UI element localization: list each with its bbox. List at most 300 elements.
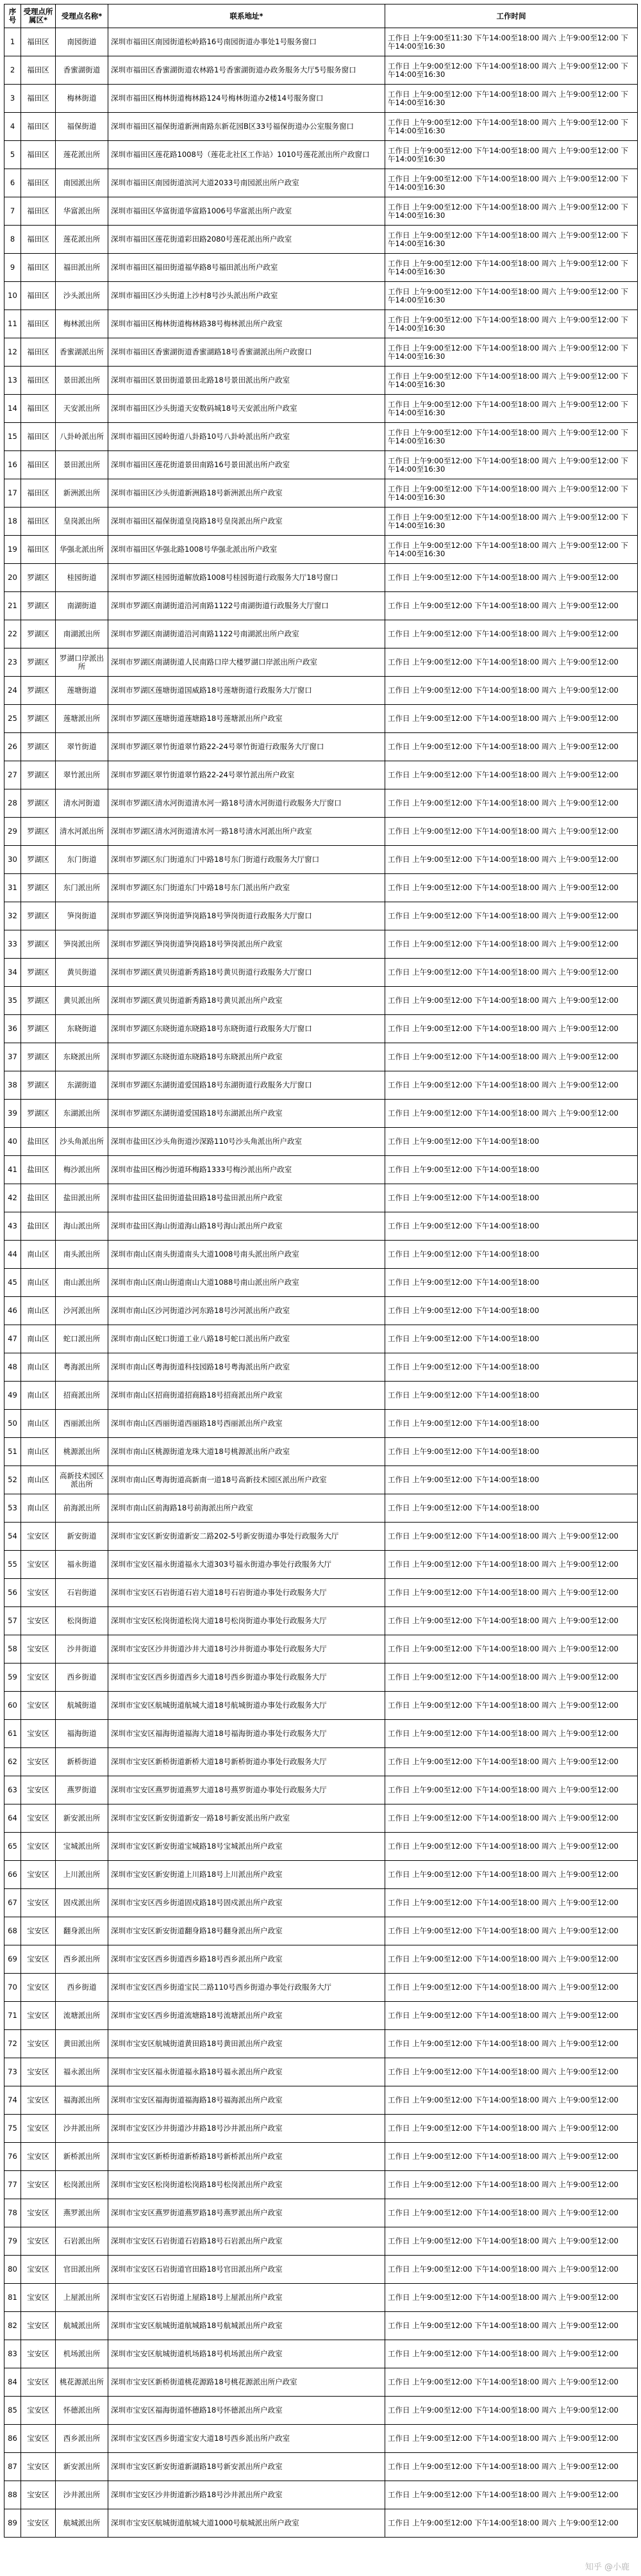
cell-address: 深圳市宝安区福海街道怀德路18号怀德派出所户政室	[108, 2397, 385, 2425]
cell-name: 招商派出所	[56, 1382, 108, 1410]
cell-hours: 工作日 上午9:00至12:00 下午14:00至18:00 周六 上午9:00至12:00	[385, 2030, 638, 2058]
cell-district: 罗湖区	[21, 620, 56, 648]
cell-hours: 工作日 上午9:00至12:00 下午14:00至18:00 周六 上午9:00至12:00	[385, 1917, 638, 1945]
cell-index: 17	[4, 479, 21, 508]
cell-hours: 工作日 上午9:00至12:00 下午14:00至18:00 周六 上午9:00至12:00	[385, 677, 638, 705]
cell-hours: 工作日 上午9:00至12:00 下午14:00至18:00	[385, 1297, 638, 1325]
cell-address: 深圳市罗湖区黄贝街道新秀路18号黄贝派出所户政室	[108, 987, 385, 1015]
table-row	[4, 1720, 638, 1748]
cell-address: 深圳市南山区招商街道招商路18号招商派出所户政室	[108, 1382, 385, 1410]
cell-hours: 工作日 上午9:00至12:00 下午14:00至18:00 周六 上午9:00至12:00 下午14:00至16:30	[385, 479, 638, 508]
cell-address: 深圳市宝安区松岗街道松岗大道18号松岗街道办事处行政服务大厅	[108, 1607, 385, 1635]
cell-hours: 工作日 上午9:00至12:00 下午14:00至18:00 周六 上午9:00至12:00	[385, 2115, 638, 2143]
table-row	[4, 2284, 638, 2312]
cell-district: 南山区	[21, 1241, 56, 1269]
cell-index: 10	[4, 282, 21, 310]
cell-hours: 工作日 上午9:00至12:00 下午14:00至18:00	[385, 1438, 638, 1466]
table-row	[4, 2256, 638, 2284]
cell-hours: 工作日 上午9:00至12:00 下午14:00至18:00 周六 上午9:00至12:00	[385, 846, 638, 874]
cell-address: 深圳市福田区梅林街道梅林路38号梅林派出所户政室	[108, 310, 385, 338]
header-district: 受理点所属区*	[21, 4, 56, 28]
cell-district: 罗湖区	[21, 846, 56, 874]
cell-name: 沙井派出所	[56, 2481, 108, 2509]
cell-index: 16	[4, 451, 21, 479]
cell-hours: 工作日 上午9:00至12:00 下午14:00至18:00 周六 上午9:00至12:00	[385, 2312, 638, 2340]
cell-name: 罗湖口岸派出所	[56, 648, 108, 677]
cell-name: 前海派出所	[56, 1494, 108, 1523]
cell-index: 30	[4, 846, 21, 874]
cell-address: 深圳市福田区莲花街道彩田路2080号莲花派出所户政室	[108, 226, 385, 254]
cell-address: 深圳市罗湖区东门街道东门中路18号东门派出所户政室	[108, 874, 385, 902]
cell-district: 宝安区	[21, 1889, 56, 1917]
cell-district: 罗湖区	[21, 930, 56, 959]
cell-index: 53	[4, 1494, 21, 1523]
cell-district: 福田区	[21, 451, 56, 479]
cell-index: 11	[4, 310, 21, 338]
cell-index: 86	[4, 2425, 21, 2453]
cell-hours: 工作日 上午9:00至12:00 下午14:00至18:00 周六 上午9:00至12:00	[385, 2509, 638, 2538]
cell-name: 官田派出所	[56, 2256, 108, 2284]
cell-district: 福田区	[21, 479, 56, 508]
table-row	[4, 987, 638, 1015]
cell-index: 75	[4, 2115, 21, 2143]
cell-district: 宝安区	[21, 2199, 56, 2227]
cell-district: 宝安区	[21, 2284, 56, 2312]
cell-index: 80	[4, 2256, 21, 2284]
table-row	[4, 1748, 638, 1776]
cell-hours: 工作日 上午9:00至12:00 下午14:00至18:00 周六 上午9:00至12:00 下午14:00至16:30	[385, 85, 638, 113]
cell-district: 福田区	[21, 169, 56, 197]
table-row	[4, 959, 638, 987]
cell-hours: 工作日 上午9:00至12:00 下午14:00至18:00 周六 上午9:00至12:00	[385, 2058, 638, 2086]
header-hours: 工作时间	[385, 4, 638, 28]
table-row	[4, 1776, 638, 1804]
cell-index: 60	[4, 1692, 21, 1720]
cell-district: 福田区	[21, 310, 56, 338]
cell-district: 福田区	[21, 197, 56, 226]
cell-district: 罗湖区	[21, 789, 56, 818]
cell-address: 深圳市宝安区新桥街道新桥路18号新桥派出所户政室	[108, 2143, 385, 2171]
cell-address: 深圳市福田区梅林街道梅林路124号梅林街道办2楼14号服务窗口	[108, 85, 385, 113]
cell-address: 深圳市罗湖区东门街道东门中路18号东门街道行政服务大厅窗口	[108, 846, 385, 874]
cell-hours: 工作日 上午9:00至12:00 下午14:00至18:00 周六 上午9:00至12:00	[385, 818, 638, 846]
table-row	[4, 1100, 638, 1128]
cell-index: 73	[4, 2058, 21, 2086]
header-address: 联系地址*	[108, 4, 385, 28]
cell-district: 宝安区	[21, 1917, 56, 1945]
cell-name: 西乡街道	[56, 1664, 108, 1692]
cell-district: 宝安区	[21, 1692, 56, 1720]
cell-name: 莲花派出所	[56, 226, 108, 254]
cell-name: 盐田派出所	[56, 1184, 108, 1212]
cell-district: 宝安区	[21, 1861, 56, 1889]
table-row	[4, 1692, 638, 1720]
table-row	[4, 1212, 638, 1241]
table-row	[4, 2340, 638, 2368]
table-row	[4, 1325, 638, 1353]
cell-address: 深圳市宝安区西乡街道西乡大道18号西乡街道办事处行政服务大厅	[108, 1664, 385, 1692]
cell-address: 深圳市宝安区西乡街道西乡路18号西乡派出所户政室	[108, 1945, 385, 1974]
cell-hours: 工作日 上午9:00至12:00 下午14:00至18:00	[385, 1325, 638, 1353]
cell-district: 南山区	[21, 1269, 56, 1297]
table-row	[4, 1071, 638, 1100]
cell-address: 深圳市福田区南园街道滨河大道2033号南园派出所户政室	[108, 169, 385, 197]
cell-address: 深圳市宝安区西乡街道固戍路18号固戍派出所户政室	[108, 1889, 385, 1917]
cell-hours: 工作日 上午9:00至12:00 下午14:00至18:00 周六 上午9:00至12:00	[385, 2227, 638, 2256]
cell-name: 福永派出所	[56, 2058, 108, 2086]
cell-address: 深圳市南山区桃源街道龙珠大道18号桃源派出所户政室	[108, 1438, 385, 1466]
cell-address: 深圳市罗湖区桂园街道解放路1008号桂园街道行政服务大厅18号窗口	[108, 564, 385, 592]
cell-hours: 工作日 上午9:00至12:00 下午14:00至18:00 周六 上午9:00至12:00	[385, 1523, 638, 1551]
cell-name: 南园街道	[56, 28, 108, 56]
cell-hours: 工作日 上午9:00至12:00 下午14:00至18:00 周六 上午9:00至12:00	[385, 1664, 638, 1692]
cell-hours: 工作日 上午9:00至12:00 下午14:00至18:00 周六 上午9:00至12:00	[385, 2143, 638, 2171]
cell-district: 南山区	[21, 1382, 56, 1410]
cell-district: 宝安区	[21, 2002, 56, 2030]
cell-index: 70	[4, 1974, 21, 2002]
cell-hours: 工作日 上午9:00至12:00 下午14:00至18:00 周六 上午9:00至12:00	[385, 2199, 638, 2227]
cell-district: 南山区	[21, 1297, 56, 1325]
cell-name: 流塘派出所	[56, 2002, 108, 2030]
cell-hours: 工作日 上午9:00至12:00 下午14:00至18:00	[385, 1241, 638, 1269]
cell-name: 沙井街道	[56, 1635, 108, 1664]
cell-address: 深圳市宝安区航城街道航城大道18号航城街道办事处行政服务大厅	[108, 1692, 385, 1720]
table-row	[4, 310, 638, 338]
cell-address: 深圳市宝安区航城街道机场路18号机场派出所户政室	[108, 2340, 385, 2368]
cell-district: 宝安区	[21, 1974, 56, 2002]
cell-name: 沙头角派出所	[56, 1128, 108, 1156]
cell-index: 84	[4, 2368, 21, 2397]
table-row	[4, 423, 638, 451]
table-row	[4, 1043, 638, 1071]
cell-hours: 工作日 上午9:00至12:00 下午14:00至18:00 周六 上午9:00至12:00	[385, 874, 638, 902]
cell-index: 8	[4, 226, 21, 254]
cell-index: 76	[4, 2143, 21, 2171]
table-row	[4, 564, 638, 592]
cell-district: 南山区	[21, 1466, 56, 1494]
cell-index: 3	[4, 85, 21, 113]
cell-index: 42	[4, 1184, 21, 1212]
cell-address: 深圳市福田区沙头街道天安数码城18号天安派出所户政室	[108, 395, 385, 423]
table-row	[4, 2143, 638, 2171]
cell-address: 深圳市宝安区福海街道福海大道18号福海街道办事处行政服务大厅	[108, 1720, 385, 1748]
table-row	[4, 451, 638, 479]
cell-index: 87	[4, 2453, 21, 2481]
cell-address: 深圳市罗湖区东晓街道东晓路18号东晓街道行政服务大厅窗口	[108, 1015, 385, 1043]
cell-hours: 工作日 上午9:00至12:00 下午14:00至18:00 周六 上午9:00至12:00 下午14:00至16:30	[385, 310, 638, 338]
cell-address: 深圳市南山区西丽街道西丽路18号西丽派出所户政室	[108, 1410, 385, 1438]
table-row	[4, 2199, 638, 2227]
cell-name: 蛇口派出所	[56, 1325, 108, 1353]
cell-index: 51	[4, 1438, 21, 1466]
cell-name: 新安派出所	[56, 2453, 108, 2481]
cell-district: 宝安区	[21, 1551, 56, 1579]
cell-address: 深圳市盐田区沙头角街道沙深路110号沙头角派出所户政室	[108, 1128, 385, 1156]
cell-address: 深圳市罗湖区翠竹街道翠竹路22-24号翠竹派出所户政室	[108, 761, 385, 789]
cell-address: 深圳市福田区福田街道福华路8号福田派出所户政室	[108, 254, 385, 282]
table-row	[4, 197, 638, 226]
table-row	[4, 2115, 638, 2143]
cell-name: 景田派出所	[56, 367, 108, 395]
cell-index: 78	[4, 2199, 21, 2227]
cell-name: 翠竹街道	[56, 733, 108, 761]
cell-address: 深圳市罗湖区东晓街道东晓路18号东晓派出所户政室	[108, 1043, 385, 1071]
cell-hours: 工作日 上午9:00至12:00 下午14:00至18:00 周六 上午9:00至12:00	[385, 2481, 638, 2509]
cell-name: 华强北派出所	[56, 536, 108, 564]
table-row	[4, 930, 638, 959]
cell-address: 深圳市福田区莲花路1008号（莲花北社区工作站）1010号莲花派出所户政窗口	[108, 141, 385, 169]
table-row	[4, 2058, 638, 2086]
cell-name: 南山派出所	[56, 1269, 108, 1297]
cell-index: 40	[4, 1128, 21, 1156]
cell-name: 翠竹派出所	[56, 761, 108, 789]
cell-hours: 工作日 上午9:00至12:00 下午14:00至18:00 周六 上午9:00至12:00 下午14:00至16:30	[385, 113, 638, 141]
cell-address: 深圳市罗湖区莲塘街道莲塘路18号莲塘派出所户政室	[108, 705, 385, 733]
cell-district: 宝安区	[21, 2509, 56, 2538]
table-row	[4, 85, 638, 113]
cell-hours: 工作日 上午9:00至12:00 下午14:00至18:00 周六 上午9:00至12:00	[385, 1833, 638, 1861]
cell-district: 福田区	[21, 282, 56, 310]
cell-index: 61	[4, 1720, 21, 1748]
cell-district: 南山区	[21, 1325, 56, 1353]
cell-district: 罗湖区	[21, 1071, 56, 1100]
cell-address: 深圳市宝安区松岗街道松岗路18号松岗派出所户政室	[108, 2171, 385, 2199]
cell-district: 宝安区	[21, 2368, 56, 2397]
cell-district: 罗湖区	[21, 959, 56, 987]
cell-hours: 工作日 上午9:00至12:00 下午14:00至18:00 周六 上午9:00至12:00	[385, 1804, 638, 1833]
cell-address: 深圳市宝安区福永街道福永大道303号福永街道办事处行政服务大厅	[108, 1551, 385, 1579]
cell-hours: 工作日 上午9:00至12:00 下午14:00至18:00	[385, 1466, 638, 1494]
cell-index: 85	[4, 2397, 21, 2425]
cell-address: 深圳市宝安区新安街道新安二路202-5号新安街道办事处行政服务大厅	[108, 1523, 385, 1551]
cell-index: 72	[4, 2030, 21, 2058]
cell-index: 81	[4, 2284, 21, 2312]
table-row	[4, 1494, 638, 1523]
cell-index: 56	[4, 1579, 21, 1607]
cell-name: 东晓街道	[56, 1015, 108, 1043]
cell-district: 宝安区	[21, 2227, 56, 2256]
cell-district: 福田区	[21, 141, 56, 169]
cell-hours: 工作日 上午9:00至12:00 下午14:00至18:00 周六 上午9:00至12:00	[385, 930, 638, 959]
cell-index: 66	[4, 1861, 21, 1889]
cell-address: 深圳市罗湖区翠竹街道翠竹路22-24号翠竹街道行政服务大厅窗口	[108, 733, 385, 761]
cell-hours: 工作日 上午9:00至12:00 下午14:00至18:00	[385, 1494, 638, 1523]
cell-hours: 工作日 上午9:00至12:00 下午14:00至18:00 周六 上午9:00至12:00	[385, 2284, 638, 2312]
cell-address: 深圳市罗湖区南湖街道沿河南路1122号南湖派出所户政室	[108, 620, 385, 648]
table-row	[4, 2030, 638, 2058]
cell-name: 福海派出所	[56, 2086, 108, 2115]
cell-index: 18	[4, 508, 21, 536]
cell-name: 香蜜湖街道	[56, 56, 108, 85]
cell-index: 58	[4, 1635, 21, 1664]
cell-name: 固戍派出所	[56, 1889, 108, 1917]
cell-hours: 工作日 上午9:00至12:00 下午14:00至18:00	[385, 1128, 638, 1156]
cell-hours: 工作日 上午9:00至12:00 下午14:00至18:00 周六 上午9:00至12:00	[385, 1071, 638, 1100]
cell-index: 32	[4, 902, 21, 930]
cell-index: 36	[4, 1015, 21, 1043]
cell-district: 盐田区	[21, 1212, 56, 1241]
table-row	[4, 1128, 638, 1156]
table-row	[4, 1353, 638, 1382]
cell-address: 深圳市宝安区沙井街道新沙路18号沙井派出所户政室	[108, 2481, 385, 2509]
table-row	[4, 677, 638, 705]
table-row	[4, 1607, 638, 1635]
cell-index: 82	[4, 2312, 21, 2340]
cell-name: 西乡派出所	[56, 1945, 108, 1974]
cell-hours: 工作日 上午9:00至12:00 下午14:00至18:00	[385, 1353, 638, 1382]
cell-hours: 工作日 上午9:00至12:00 下午14:00至18:00 周六 上午9:00至12:00	[385, 1551, 638, 1579]
cell-name: 西乡街道	[56, 1974, 108, 2002]
cell-name: 华富派出所	[56, 197, 108, 226]
cell-name: 新安街道	[56, 1523, 108, 1551]
cell-hours: 工作日 上午9:00至12:00 下午14:00至18:00 周六 上午9:00至12:00	[385, 1748, 638, 1776]
cell-district: 福田区	[21, 56, 56, 85]
cell-district: 罗湖区	[21, 1100, 56, 1128]
cell-index: 26	[4, 733, 21, 761]
cell-index: 43	[4, 1212, 21, 1241]
cell-hours: 工作日 上午9:00至12:00 下午14:00至18:00 周六 上午9:00至12:00 下午14:00至16:30	[385, 338, 638, 367]
cell-name: 香蜜湖派出所	[56, 338, 108, 367]
cell-name: 莲塘街道	[56, 677, 108, 705]
cell-index: 13	[4, 367, 21, 395]
cell-hours: 工作日 上午9:00至12:00 下午14:00至18:00 周六 上午9:00至12:00	[385, 1861, 638, 1889]
cell-name: 福永街道	[56, 1551, 108, 1579]
cell-hours: 工作日 上午9:00至12:00 下午14:00至18:00 周六 上午9:00至12:00	[385, 789, 638, 818]
cell-hours: 工作日 上午9:00至12:00 下午14:00至18:00 周六 上午9:00至12:00	[385, 2256, 638, 2284]
cell-hours: 工作日 上午9:00至12:00 下午14:00至18:00	[385, 1410, 638, 1438]
cell-district: 宝安区	[21, 2256, 56, 2284]
cell-index: 27	[4, 761, 21, 789]
cell-hours: 工作日 上午9:00至12:00 下午14:00至18:00 周六 上午9:00至12:00	[385, 2086, 638, 2115]
cell-index: 48	[4, 1353, 21, 1382]
cell-name: 南头派出所	[56, 1241, 108, 1269]
table-row	[4, 1861, 638, 1889]
cell-address: 深圳市盐田区海山街道海山路18号海山派出所户政室	[108, 1212, 385, 1241]
cell-name: 沙河派出所	[56, 1297, 108, 1325]
cell-index: 71	[4, 2002, 21, 2030]
cell-address: 深圳市福田区园岭街道八卦路10号八卦岭派出所户政室	[108, 423, 385, 451]
cell-district: 罗湖区	[21, 902, 56, 930]
cell-name: 莲花派出所	[56, 141, 108, 169]
table-row	[4, 395, 638, 423]
cell-name: 福保街道	[56, 113, 108, 141]
cell-index: 21	[4, 592, 21, 620]
cell-index: 37	[4, 1043, 21, 1071]
table-row	[4, 2002, 638, 2030]
table-row	[4, 1551, 638, 1579]
cell-index: 79	[4, 2227, 21, 2256]
cell-district: 罗湖区	[21, 677, 56, 705]
cell-address: 深圳市宝安区新桥街道新桥大道18号新桥街道办事处行政服务大厅	[108, 1748, 385, 1776]
cell-index: 89	[4, 2509, 21, 2538]
cell-hours: 工作日 上午9:00至12:00 下午14:00至18:00 周六 上午9:00至12:00	[385, 2340, 638, 2368]
cell-name: 笋岗派出所	[56, 930, 108, 959]
table-row	[4, 592, 638, 620]
cell-address: 深圳市福田区景田街道景田北路18号景田派出所户政室	[108, 367, 385, 395]
cell-name: 八卦岭派出所	[56, 423, 108, 451]
table-row	[4, 56, 638, 85]
cell-index: 64	[4, 1804, 21, 1833]
cell-name: 松岗街道	[56, 1607, 108, 1635]
cell-address: 深圳市南山区粤海街道科技园路18号粤海派出所户政室	[108, 1353, 385, 1382]
cell-name: 梅林街道	[56, 85, 108, 113]
cell-district: 罗湖区	[21, 705, 56, 733]
table-row	[4, 2312, 638, 2340]
cell-address: 深圳市宝安区西乡街道流塘路18号流塘派出所户政室	[108, 2002, 385, 2030]
table-row	[4, 1015, 638, 1043]
cell-district: 盐田区	[21, 1128, 56, 1156]
cell-hours: 工作日 上午9:00至12:00 下午14:00至18:00 周六 上午9:00至12:00 下午14:00至16:30	[385, 395, 638, 423]
cell-index: 68	[4, 1917, 21, 1945]
cell-hours: 工作日 上午9:00至12:00 下午14:00至18:00 周六 上午9:00至12:00	[385, 761, 638, 789]
cell-address: 深圳市盐田区盐田街道盐田路18号盐田派出所户政室	[108, 1184, 385, 1212]
cell-district: 罗湖区	[21, 987, 56, 1015]
cell-district: 宝安区	[21, 2481, 56, 2509]
cell-name: 沙头派出所	[56, 282, 108, 310]
cell-hours: 工作日 上午9:00至12:00 下午14:00至18:00 周六 上午9:00至12:00	[385, 2425, 638, 2453]
cell-name: 燕罗街道	[56, 1776, 108, 1804]
cell-name: 石岩街道	[56, 1579, 108, 1607]
cell-index: 2	[4, 56, 21, 85]
table-row	[4, 338, 638, 367]
cell-district: 福田区	[21, 254, 56, 282]
cell-name: 高新技术园区派出所	[56, 1466, 108, 1494]
table-header-row	[4, 4, 638, 28]
table-row	[4, 2425, 638, 2453]
cell-name: 清水河街道	[56, 789, 108, 818]
cell-address: 深圳市宝安区石岩街道石岩路18号石岩派出所户政室	[108, 2227, 385, 2256]
cell-index: 6	[4, 169, 21, 197]
cell-index: 7	[4, 197, 21, 226]
cell-district: 福田区	[21, 508, 56, 536]
table-row	[4, 2397, 638, 2425]
cell-hours: 工作日 上午9:00至12:00 下午14:00至18:00 周六 上午9:00至12:00	[385, 705, 638, 733]
cell-address: 深圳市宝安区航城街道黄田路18号黄田派出所户政室	[108, 2030, 385, 2058]
cell-hours: 工作日 上午9:00至12:00 下午14:00至18:00 周六 上午9:00至12:00	[385, 1015, 638, 1043]
cell-address: 深圳市南山区粤海街道高新南一道18号高新技术园区派出所户政室	[108, 1466, 385, 1494]
table-row	[4, 2086, 638, 2115]
cell-address: 深圳市宝安区新桥街道桃花源路18号桃花源派出所户政室	[108, 2368, 385, 2397]
cell-district: 罗湖区	[21, 592, 56, 620]
table-row	[4, 1466, 638, 1494]
table-row	[4, 367, 638, 395]
cell-hours: 工作日 上午9:00至12:00 下午14:00至18:00 周六 上午9:00至12:00	[385, 2368, 638, 2397]
cell-name: 上屋派出所	[56, 2284, 108, 2312]
cell-address: 深圳市罗湖区莲塘街道国威路18号莲塘街道行政服务大厅窗口	[108, 677, 385, 705]
cell-index: 35	[4, 987, 21, 1015]
cell-name: 东晓派出所	[56, 1043, 108, 1071]
cell-name: 桂园街道	[56, 564, 108, 592]
cell-index: 69	[4, 1945, 21, 1974]
cell-address: 深圳市宝安区沙井街道沙井路18号沙井派出所户政室	[108, 2115, 385, 2143]
cell-district: 罗湖区	[21, 818, 56, 846]
table-row	[4, 620, 638, 648]
cell-address: 深圳市福田区香蜜湖街道香蜜湖路18号香蜜湖派出所户政窗口	[108, 338, 385, 367]
cell-index: 59	[4, 1664, 21, 1692]
cell-district: 宝安区	[21, 1607, 56, 1635]
cell-index: 20	[4, 564, 21, 592]
cell-index: 23	[4, 648, 21, 677]
cell-hours: 工作日 上午9:00至12:00 下午14:00至18:00 周六 上午9:00至12:00	[385, 2397, 638, 2425]
table-row	[4, 254, 638, 282]
cell-hours: 工作日 上午9:00至12:00 下午14:00至18:00 周六 上午9:00至12:00	[385, 1974, 638, 2002]
cell-hours: 工作日 上午9:00至12:00 下午14:00至18:00 周六 上午9:00至12:00 下午14:00至16:30	[385, 451, 638, 479]
cell-index: 47	[4, 1325, 21, 1353]
cell-hours: 工作日 上午9:00至12:00 下午14:00至18:00 周六 上午9:00至12:00 下午14:00至16:30	[385, 254, 638, 282]
cell-district: 宝安区	[21, 2425, 56, 2453]
cell-name: 景田派出所	[56, 451, 108, 479]
table-row	[4, 169, 638, 197]
